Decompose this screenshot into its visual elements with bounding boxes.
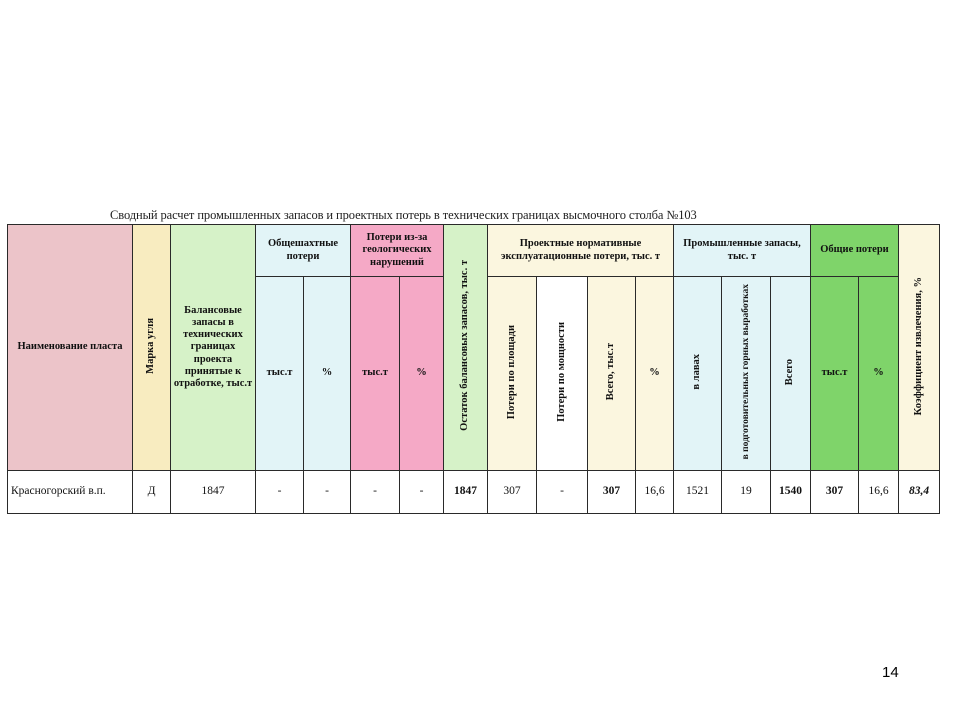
header-extraction-coef: Коэффициент извлечения, % [899, 225, 940, 471]
cell-ind-total: 1540 [771, 471, 811, 514]
cell-mine-pct: - [304, 471, 351, 514]
header-mine-kt: тыс.т [256, 277, 304, 471]
header-seam-name: Наименование пласта [8, 225, 133, 471]
cell-remaining: 1847 [444, 471, 488, 514]
cell-lavas: 1521 [674, 471, 722, 514]
header-geo-kt: тыс.т [351, 277, 400, 471]
header-balance-reserves: Балансовые запасы в технических границах проекта принятые к отработке, тыс.т [171, 225, 256, 471]
header-geo-pct: % [400, 277, 444, 471]
cell-seam: Красногорский в.п. [8, 471, 133, 514]
header-geo-losses: Потери из-за геологических нарушений [351, 225, 444, 277]
cell-mine-kt: - [256, 471, 304, 514]
header-total-losses: Общие потери [811, 225, 899, 277]
reserves-table [7, 224, 940, 514]
cell-thickness: - [537, 471, 588, 514]
header-remaining-balance: Остаток балансовых запасов, тыс. т [444, 225, 488, 471]
cell-geo-kt: - [351, 471, 400, 514]
header-ops-pct: % [636, 277, 674, 471]
header-operational-losses: Проектные нормативные эксплуатационные потери, тыс. т [488, 225, 674, 277]
header-ops-total: Всего, тыс.т [588, 277, 636, 471]
cell-ops-pct: 16,6 [636, 471, 674, 514]
page-number: 14 [882, 664, 899, 681]
header-in-lavas: в лавах [674, 277, 722, 471]
header-industrial-reserves: Промышленные запасы, тыс. т [674, 225, 811, 277]
cell-geo-pct: - [400, 471, 444, 514]
cell-grade: Д [133, 471, 171, 514]
cell-coef: 83,4 [899, 471, 940, 514]
header-mine-losses: Общешахтные потери [256, 225, 351, 277]
header-total-pct: % [859, 277, 899, 471]
table-row [8, 471, 940, 514]
cell-ops-total: 307 [588, 471, 636, 514]
cell-prep: 19 [722, 471, 771, 514]
cell-balance: 1847 [171, 471, 256, 514]
header-total-kt: тыс.т [811, 277, 859, 471]
cell-area: 307 [488, 471, 537, 514]
header-thickness-losses: Потери по мощности [537, 277, 588, 471]
cell-total-pct: 16,6 [859, 471, 899, 514]
cell-total-kt: 307 [811, 471, 859, 514]
header-ind-total: Всего [771, 277, 811, 471]
header-coal-grade: Марка угля [133, 225, 171, 471]
header-in-prep: в подготовительных горных выработках [722, 277, 771, 471]
header-mine-pct: % [304, 277, 351, 471]
table-title: Сводный расчет промышленных запасов и проектных потерь в технических границах высмочного столба №103 [110, 208, 697, 222]
header-area-losses: Потери по площади [488, 277, 537, 471]
